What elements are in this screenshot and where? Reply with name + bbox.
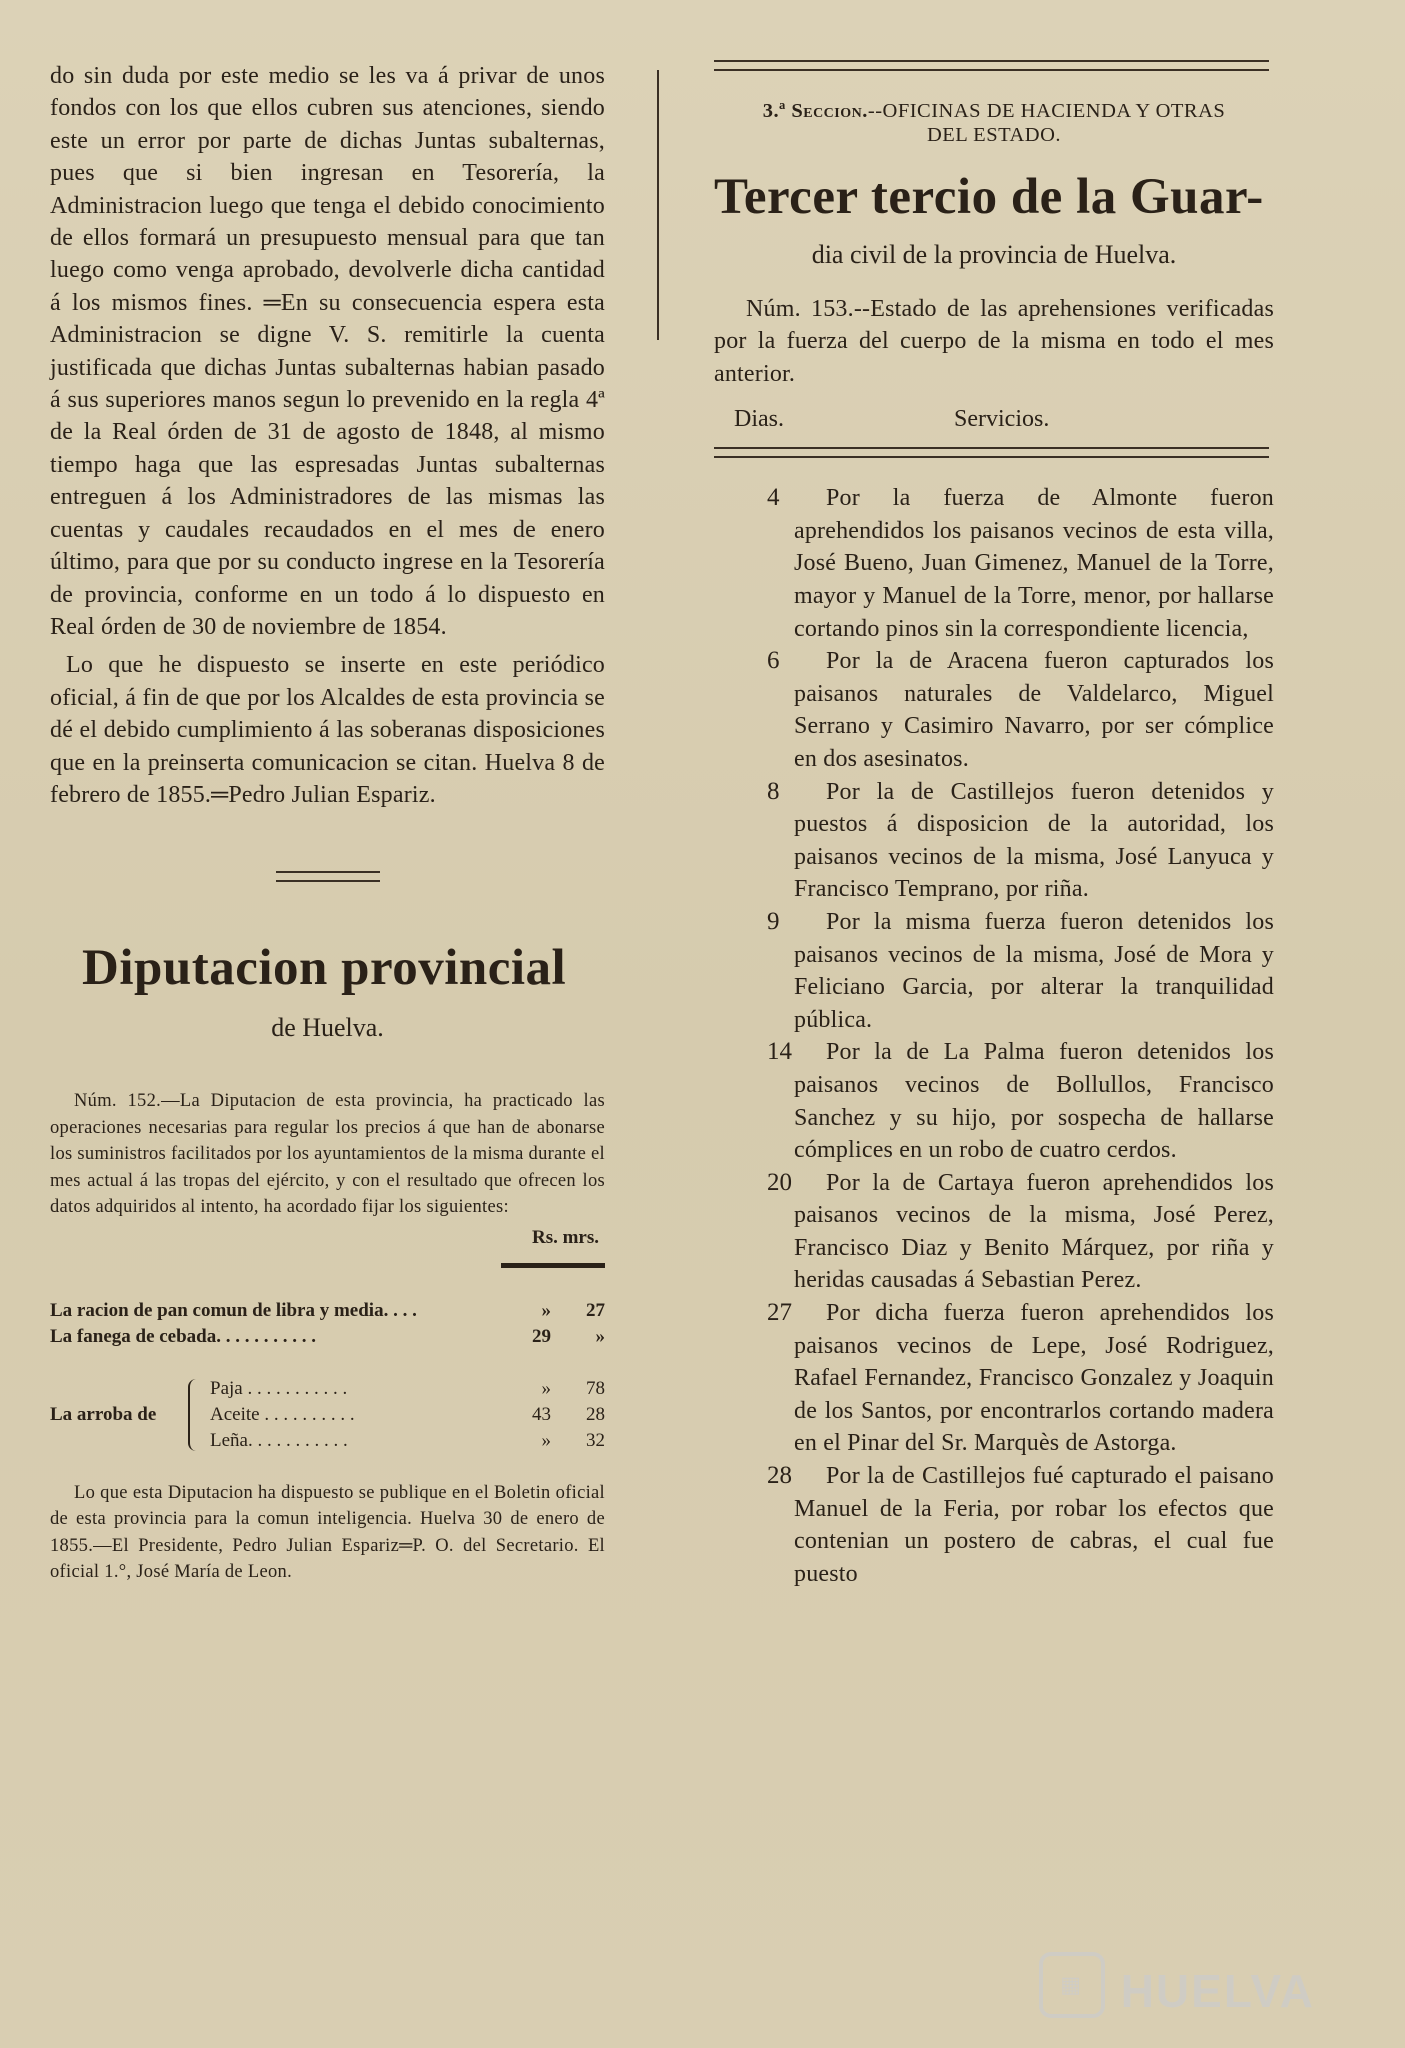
price-row bbox=[210, 1402, 605, 1428]
guardia-title: Tercer tercio de la Guar- bbox=[714, 169, 1264, 225]
entry-text: Por la fuerza de Almonte fueron aprehendidos los paisanos vecinos de esta villa, José Bueno, Juan Gimenez, Manuel de la Torre, mayor y Manuel de la Torre, menor, por hallarse cortando pinos sin la correspondiente licencia, bbox=[794, 485, 1274, 642]
entry-day: 20 bbox=[767, 1168, 792, 1196]
price-bar bbox=[501, 1263, 605, 1268]
entry-day: 14 bbox=[767, 1038, 792, 1066]
section-line1: --OFICINAS DE HACIENDA Y OTRAS bbox=[867, 100, 1226, 122]
left-column bbox=[50, 60, 605, 1586]
entry-text: Por la de La Palma fueron detenidos los paisanos vecinos de Bollullos, Francisco Sanchez y su hijo, por sospecha de hallarse cómplices en un robo de cuatro cerdos. bbox=[794, 1039, 1274, 1164]
servicios-header: Servicios. bbox=[954, 406, 1050, 433]
continuation-paragraph: do sin duda por este medio se les va á privar de unos fondos con los que ellos cubren sus atenciones, siendo este un error por parte de dichas Juntas subalternas, pues que si bien ingresan en Tesorería, la Administracion luego que tenga el debido conocimiento de ellos formará un presupuesto mensual para que tan luego como venga aprobado, devolverle dicha cantidad á los mismos fines. ═En su consecuencia espera esta Administracion se digne V. S. remitirle la cuenta justificada que dichas Juntas subalternas habian pasado á sus superiores manos segun lo prevenido en la regla 4ª de la Real órden de 31 de agosto de 1848, al mismo tiempo haga que las espresadas Juntas subalternas entreguen á los Administradores de las mismas las cuentas y caudales recaudados en el mes de enero último, para que por su conducto ingrese en la Tesorería de provincia, conforme en un todo á lo dispuesto en Real órden de 30 de noviembre de 1854. bbox=[50, 63, 605, 640]
entry-text: Por la misma fuerza fueron detenidos los paisanos vecinos de la misma, José de Mora y Feliciano Garcia, por alterar la tranquilidad pública. bbox=[794, 908, 1274, 1033]
list-item bbox=[714, 1036, 1274, 1166]
price-mrs: » bbox=[595, 1325, 605, 1347]
price-rs: 43 bbox=[532, 1403, 551, 1425]
price-label: La racion de pan comun de libra y media. . . . bbox=[50, 1299, 417, 1321]
diputacion-closing: Lo que esta Diputacion ha dispuesto se publique en el Boletin oficial de esta provincia para la comun inteligencia. Huelva 30 de enero de 1855.—El Presidente, Pedro Julian Espariz═P. O. del Secretario. El oficial 1.°, José María de Leon. bbox=[50, 1482, 605, 1583]
price-row bbox=[50, 1324, 605, 1350]
list-item bbox=[714, 1460, 1274, 1590]
entry-day: 28 bbox=[767, 1462, 792, 1490]
price-rs: » bbox=[541, 1299, 551, 1321]
num152-paragraph: Núm. 152.—La Diputacion de esta provincia, ha practicado las operaciones necesarias para regular los precios á que han de abonarse los suministros facilitados por los ayuntamientos de la misma durante el mes actual á las tropas del ejército, y con el resultado que ofrecen los datos adquiridos al intento, ha acordado fijar los siguientes: bbox=[50, 1091, 605, 1218]
diputacion-subtitle: de Huelva. bbox=[271, 1013, 384, 1043]
price-rs: » bbox=[541, 1429, 551, 1451]
closing-paragraph: Lo que he dispuesto se inserte en este periódico oficial, á fin de que por los Alcaldes de esta provincia se dé el debido cumplimiento á las soberanas disposiciones que en la preinserta comunicacion se citan. Huelva 8 de febrero de 1855.═Pedro Julian Espariz. bbox=[50, 652, 605, 808]
arroba-group bbox=[50, 1376, 605, 1454]
entry-day: 27 bbox=[767, 1299, 792, 1327]
entry-text: Por la de Cartaya fueron aprehendidos los paisanos vecinos de la misma, José Perez, Francisco Diaz y Benito Márquez, por riña y heridas causadas á Sebastian Perez. bbox=[794, 1169, 1274, 1294]
price-mrs: 27 bbox=[586, 1299, 605, 1321]
price-rs: » bbox=[541, 1377, 551, 1399]
price-label: Paja . . . . . . . . . . . bbox=[210, 1377, 348, 1399]
diputacion-title: Diputacion provincial bbox=[82, 940, 567, 997]
list-item bbox=[714, 482, 1274, 645]
entries-list bbox=[714, 482, 1274, 1590]
price-row bbox=[210, 1376, 605, 1402]
right-column bbox=[714, 60, 1274, 1590]
num153-paragraph: Núm. 153.--Estado de las aprehensiones verificadas por la fuerza del cuerpo de la misma en todo el mes anterior. bbox=[714, 296, 1274, 387]
dias-header: Dias. bbox=[734, 406, 784, 433]
price-label: La fanega de cebada. . . . . . . . . . . bbox=[50, 1325, 316, 1347]
section-label bbox=[714, 99, 1274, 123]
price-row bbox=[50, 1298, 605, 1324]
price-mrs: 28 bbox=[586, 1403, 605, 1425]
price-rs: 29 bbox=[532, 1325, 551, 1347]
price-header: Rs. mrs. bbox=[531, 1226, 599, 1248]
top-rule bbox=[714, 60, 1269, 71]
guardia-subtitle: dia civil de la provincia de Huelva. bbox=[811, 240, 1177, 269]
section-divider bbox=[276, 871, 380, 882]
list-item bbox=[714, 1167, 1274, 1297]
list-item bbox=[714, 1297, 1274, 1460]
entry-text: Por la de Aracena fueron capturados los paisanos naturales de Valdelarco, Miguel Serrano y Casimiro Navarro, por ser cómplice en dos asesinatos. bbox=[794, 648, 1274, 772]
brace-mark bbox=[188, 1379, 198, 1451]
price-row bbox=[210, 1428, 605, 1454]
arroba-label: La arroba de bbox=[50, 1403, 157, 1425]
column-divider bbox=[657, 70, 659, 340]
list-item bbox=[714, 645, 1274, 775]
price-label: Aceite . . . . . . . . . . bbox=[210, 1403, 355, 1425]
entry-day: 6 bbox=[767, 647, 780, 675]
section-line2: DEL ESTADO. bbox=[926, 124, 1062, 146]
entry-day: 4 bbox=[767, 484, 780, 512]
price-mrs: 32 bbox=[586, 1429, 605, 1451]
section-prefix: 3.ª Seccion. bbox=[762, 100, 868, 122]
header-rule bbox=[714, 447, 1269, 458]
table-header bbox=[734, 406, 1274, 433]
entry-text: Por la de Castillejos fueron detenidos y puestos á disposicion de la autoridad, los paisanos vecinos de la misma, José Lanyuca y Francisco Temprano, por riña. bbox=[794, 778, 1274, 903]
entry-day: 9 bbox=[767, 907, 780, 935]
entry-text: Por la de Castillejos fué capturado el paisano Manuel de la Feria, por robar los efectos que contenian un postero de cabras, el cual fue puesto bbox=[794, 1463, 1274, 1587]
archive-watermark bbox=[995, 1938, 1315, 2018]
price-mrs: 78 bbox=[586, 1377, 605, 1399]
entry-text: Por dicha fuerza fueron aprehendidos los paisanos vecinos de Lepe, José Rodriguez, Rafael Fernandez, Francisco Gonzalez y Joaquin de los Santos, por encontrarlos cortando madera en el Pinar del Sr. Marquès de Astorga. bbox=[794, 1300, 1274, 1457]
watermark-text: HUELVA bbox=[1120, 1965, 1315, 2017]
entry-day: 8 bbox=[767, 777, 780, 805]
price-list bbox=[50, 1298, 605, 1350]
list-item bbox=[714, 776, 1274, 906]
list-item bbox=[714, 906, 1274, 1036]
seal-icon: ▦ bbox=[1039, 1952, 1105, 2018]
price-label: Leña. . . . . . . . . . . bbox=[210, 1429, 348, 1451]
